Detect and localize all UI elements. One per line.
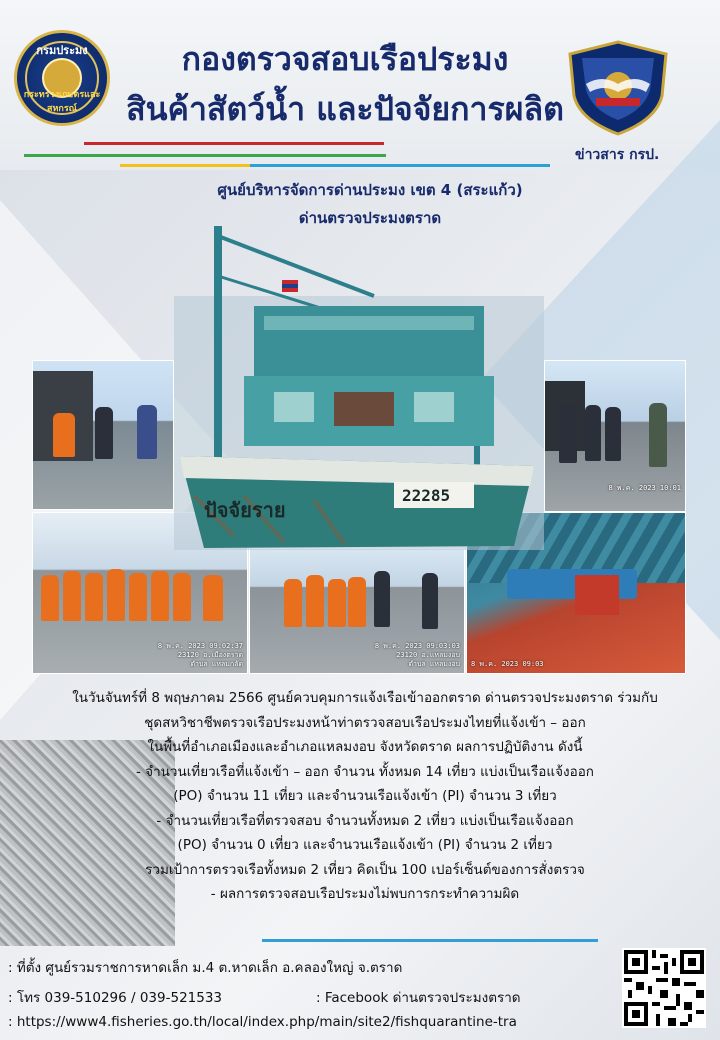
qr-code-icon[interactable] — [622, 948, 706, 1028]
person-figure — [328, 579, 346, 627]
department-of-fisheries-seal-logo — [14, 30, 110, 126]
report-line: ชุดสหวิชาชีพตรวจเรือประมงหน้าท่าตรวจสอบเรือประมงไทยที่แจ้งเข้า – ออก — [144, 714, 586, 731]
fishery-inspection-badge-logo — [566, 40, 670, 136]
seal-bottom-text: กระทรวงเกษตรและสหกรณ์ — [23, 90, 101, 114]
decorative-line-green — [24, 154, 386, 157]
decorative-line-yellow — [120, 164, 250, 167]
fishery-inspection-badge-icon — [566, 40, 670, 136]
photo-officers-documents — [544, 360, 686, 512]
decorative-line-blue — [250, 164, 550, 167]
person-figure — [559, 405, 577, 463]
person-figure — [53, 413, 75, 457]
qr-code-pattern — [624, 950, 704, 1026]
person-figure — [41, 575, 59, 621]
page-title-line-1: กองตรวจสอบเรือประมง — [181, 40, 509, 78]
photo-timestamp: 8 พ.ค. 2023 09:03:03 23120 อ.แหลมงอบ ตำบล แหลมงอบ — [374, 642, 460, 668]
photo-officers-at-truck — [32, 360, 174, 510]
person-figure — [85, 573, 103, 621]
photo-crew-inspection — [249, 548, 465, 674]
person-figure — [585, 405, 601, 461]
photo-fishing-boat — [174, 196, 544, 550]
person-figure — [203, 575, 223, 621]
person-figure — [95, 407, 113, 459]
news-label: ข่าวสาร กรป. — [575, 147, 660, 163]
report-line: ในวันจันทร์ที่ 8 พฤษภาคม 2566 ศูนย์ควบคุมการแจ้งเรือเข้าออกตราด ด่านตรวจประมงตราด ร่วมกับ — [72, 690, 658, 706]
person-figure — [129, 573, 147, 621]
subtitle-line-1: ศูนย์บริหารจัดการด่านประมง เขต 4 (สระแก้ว) — [217, 181, 523, 199]
footer-phone: : โทร 039-510296 / 039-521533 — [8, 990, 223, 1006]
photo-timestamp: 8 พ.ค. 2023 09:03 — [471, 660, 544, 668]
photo-timestamp: 8 พ.ค. 2023 09:02:37 23120 อ.เมืองตราด ตำบล แหลมกลัด — [157, 642, 243, 668]
person-figure — [374, 571, 390, 627]
report-line: รวมเป้าการตรวจเรือทั้งหมด 2 เที่ยว คิดเป็น 100 เปอร์เซ็นต์ของการสั่งตรวจ — [145, 861, 585, 878]
person-figure — [173, 573, 191, 621]
person-figure — [422, 573, 438, 629]
photo-timestamp: 8 พ.ค. 2023 10:01 — [608, 484, 681, 492]
report-body — [20, 686, 710, 907]
person-figure — [151, 571, 169, 621]
report-line: - จำนวนเที่ยวเรือที่แจ้งเข้า – ออก จำนวน ทั้งหมด 14 เที่ยว แบ่งเป็นเรือแจ้งออก — [136, 763, 594, 780]
report-line: (PO) จำนวน 0 เที่ยว และจำนวนเรือแจ้งเข้า (PI) จำนวน 2 เที่ยว — [177, 837, 553, 853]
person-figure — [649, 403, 667, 467]
footer-facebook[interactable]: : Facebook ด่านตรวจประมงตราด — [316, 990, 521, 1006]
decorative-line-red — [84, 142, 384, 145]
red-crate — [575, 575, 619, 615]
boat-name: ปัจจัยราย — [204, 498, 286, 522]
person-figure — [63, 571, 81, 621]
subtitle-line-2: ด่านตรวจประมงตราด — [298, 209, 442, 227]
footer-url-link[interactable]: : https://www4.fisheries.go.th/local/index.php/main/site2/fishquarantine-tra — [8, 1014, 517, 1030]
person-figure — [137, 405, 157, 459]
seal-top-text: กรมประมง — [36, 44, 88, 57]
person-figure — [605, 407, 621, 461]
person-figure — [348, 577, 366, 627]
report-line: - จำนวนเที่ยวเรือที่ตรวจสอบ จำนวนทั้งหมด 2 เที่ยว แบ่งเป็นเรือแจ้งออก — [156, 812, 574, 829]
page-title-line-2: สินค้าสัตว์น้ำ และปัจจัยการผลิต — [126, 90, 564, 128]
person-figure — [306, 575, 324, 627]
footer-address: : ที่ตั้ง ศูนย์รวมราชการหาดเล็ก ม.4 ต.หาดเล็ก อ.คลองใหญ่ จ.ตราด — [8, 960, 403, 976]
report-line: ในพื้นที่อำเภอเมืองและอำเภอแหลมงอบ จังหวัดตราด ผลการปฏิบัติงาน ดังนี้ — [147, 739, 583, 755]
report-line: (PO) จำนวน 11 เที่ยว และจำนวนเรือแจ้งเข้า (PI) จำนวน 3 เที่ยว — [173, 788, 557, 804]
footer-divider — [262, 939, 598, 942]
person-figure — [284, 579, 302, 627]
boat-registration: 22285 — [402, 486, 451, 505]
person-figure — [107, 569, 125, 621]
report-line: - ผลการตรวจสอบเรือประมงไม่พบการกระทำความผิด — [210, 886, 520, 902]
